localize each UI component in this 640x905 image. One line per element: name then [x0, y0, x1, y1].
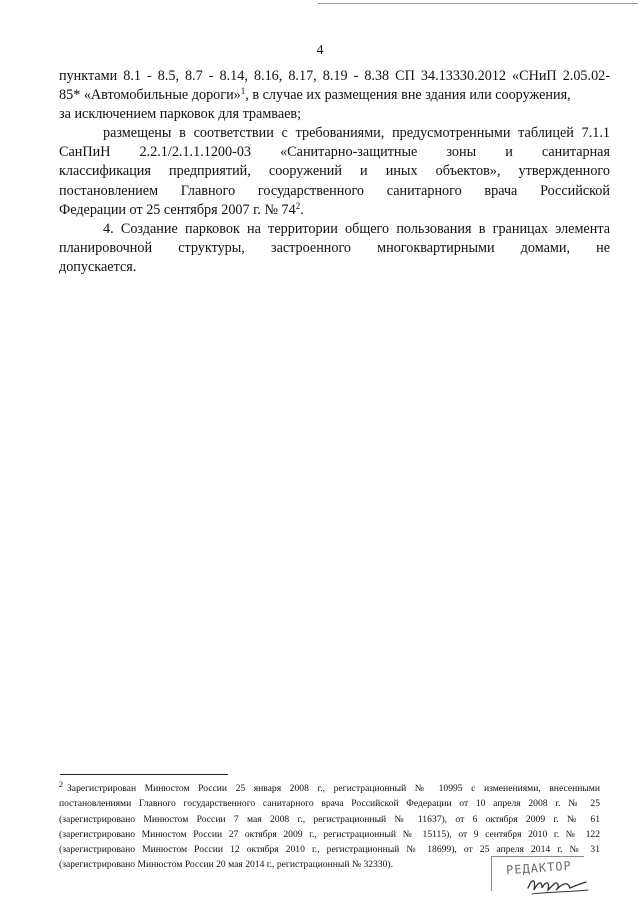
- stamp-label: РЕДАКТОР: [505, 858, 573, 878]
- signature-icon: [524, 868, 594, 898]
- footnote-ref-2: 2: [295, 200, 301, 211]
- footnote-line-6: (зарегистрировано Минюстом России 20 мая 2014 г., регистрационный № 32330).: [59, 859, 394, 871]
- paragraph-2-line-5-text: Федерации от 25 сентября 2007 г. № 74: [59, 201, 296, 218]
- paragraph-2-line-1: размещены в соответствии с требованиями, предусмотренными таблицей 7.1.1: [103, 125, 610, 142]
- paragraph-1-line-2: [59, 86, 610, 105]
- body-text: [59, 67, 610, 277]
- paragraph-1-line-2-tail: , в случае их размещения вне здания или сооружения,: [245, 87, 571, 104]
- footnote-line-1-text: Зарегистрирован Минюстом России 25 января 2008 г., регистрационный № 10995 с изменениями, внесенными: [67, 783, 600, 794]
- paragraph-2-line-2: СанПиН 2.2.1/2.1.1.1200-03 «Санитарно-защитные зоны и санитарная: [59, 144, 610, 161]
- top-edge-rule: [318, 3, 638, 4]
- footnote-ref-1: 1: [240, 86, 246, 97]
- paragraph-2-line-5-tail: .: [300, 201, 304, 218]
- paragraph-3-line-2: планировочной структуры, застроенного многоквартирными домами, не: [59, 239, 610, 256]
- paragraph-1-line-1: пунктами 8.1 - 8.5, 8.7 - 8.14, 8.16, 8.17, 8.19 - 8.38 СП 34.13330.2012 «СНиП 2.05.02-: [59, 68, 610, 84]
- paragraph-2-line-4: постановлением Главного государственного санитарного врача Российской: [59, 182, 610, 199]
- footnote-line-4: (зарегистрировано Минюстом России 27 октября 2009 г., регистрационный № 15115), от 9 сентября 2010 г. № 122: [59, 828, 600, 840]
- paragraph-2-line-3: классификация предприятий, сооружений и иных объектов», утвержденного: [59, 163, 610, 180]
- paragraph-3-line-1: 4. Создание парковок на территории общего пользования в границах элемента: [103, 220, 610, 237]
- footnote-line-1: [59, 781, 600, 796]
- paragraph-1-line-2-text: 85* «Автомобильные дороги»: [59, 87, 241, 104]
- footnote-separator: [60, 774, 228, 775]
- footnote-line-3: (зарегистрировано Минюстом России 7 мая 2008 г., регистрационный № 11637), от 6 октября 2009 г. № 61: [59, 813, 600, 825]
- paragraph-3-line-3: допускается.: [59, 258, 137, 275]
- footnote-line-2: постановлениями Главного государственного санитарного врача Российской Федерации от 10 апреля 2008 г. № 25: [59, 798, 600, 810]
- footnote-line-5: (зарегистрировано Минюстом России 12 октября 2010 г., регистрационный № 18699), от 25 апреля 2014 г. № 31: [59, 844, 600, 856]
- footnote-marker: 2: [59, 780, 63, 789]
- paragraph-1-line-3: за исключением парковок для трамваев;: [59, 106, 302, 123]
- paragraph-2-line-5: [59, 201, 610, 220]
- page-number: 4: [316, 43, 324, 58]
